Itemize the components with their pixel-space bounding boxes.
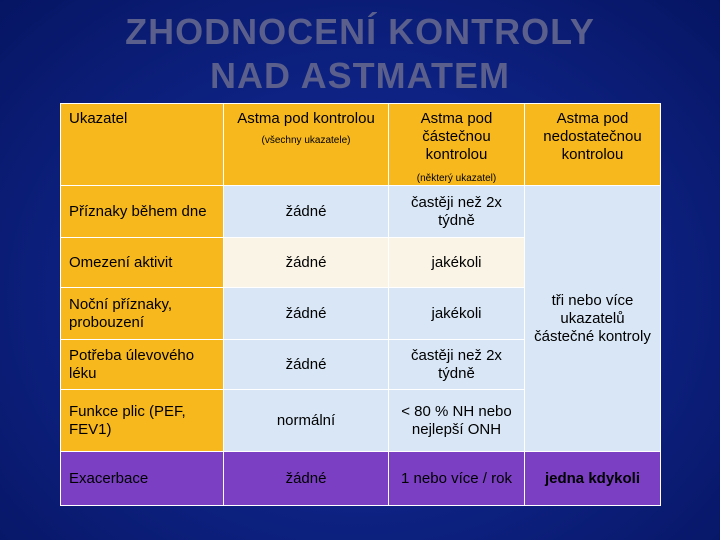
cell-partial: jakékoli xyxy=(389,238,525,288)
cell-partial: častěji než 2x týdně xyxy=(389,186,525,238)
cell-partial: 1 nebo více / rok xyxy=(389,452,525,506)
header-controlled-label: Astma pod kontrolou xyxy=(237,110,375,127)
table-row xyxy=(61,186,661,238)
asthma-control-table xyxy=(60,103,661,506)
table-header-row xyxy=(61,104,661,186)
header-uncontrolled xyxy=(525,104,661,186)
cell-controlled: žádné xyxy=(224,452,389,506)
row-label: Omezení aktivit xyxy=(61,238,224,288)
header-indicator xyxy=(61,104,224,186)
row-label: Potřeba úlevového léku xyxy=(61,340,224,390)
cell-controlled: žádné xyxy=(224,186,389,238)
title-line-1: ZHODNOCENÍ KONTROLY xyxy=(125,11,595,52)
header-uncontrolled-label: Astma pod nedostatečnou kontrolou xyxy=(543,110,642,163)
cell-partial: jakékoli xyxy=(389,288,525,340)
row-label: Příznaky během dne xyxy=(61,186,224,238)
cell-uncontrolled: jedna kdykoli xyxy=(525,452,661,506)
table-row xyxy=(61,452,661,506)
page-title xyxy=(0,10,720,98)
cell-partial: < 80 % NH nebo nejlepší ONH xyxy=(389,390,525,452)
header-controlled xyxy=(224,104,389,186)
cell-partial: častěji než 2x týdně xyxy=(389,340,525,390)
header-controlled-note: (všechny ukazatele) xyxy=(261,135,351,146)
cell-uncontrolled-merged xyxy=(525,186,661,452)
uncontrolled-merged-text: tři nebo více ukazatelů částečné kontroly xyxy=(534,291,651,345)
title-line-2: NAD ASTMATEM xyxy=(210,55,510,96)
row-label: Funkce plic (PEF, FEV1) xyxy=(61,390,224,452)
header-partial xyxy=(389,104,525,186)
header-partial-note: (některý ukazatel) xyxy=(416,173,497,184)
cell-controlled: žádné xyxy=(224,288,389,340)
header-partial-label: Astma pod částečnou kontrolou xyxy=(420,110,493,163)
cell-controlled: žádné xyxy=(224,340,389,390)
header-indicator-label: Ukazatel xyxy=(69,110,128,127)
row-label: Noční příznaky, probouzení xyxy=(61,288,224,340)
row-label: Exacerbace xyxy=(61,452,224,506)
cell-controlled: normální xyxy=(224,390,389,452)
cell-controlled: žádné xyxy=(224,238,389,288)
